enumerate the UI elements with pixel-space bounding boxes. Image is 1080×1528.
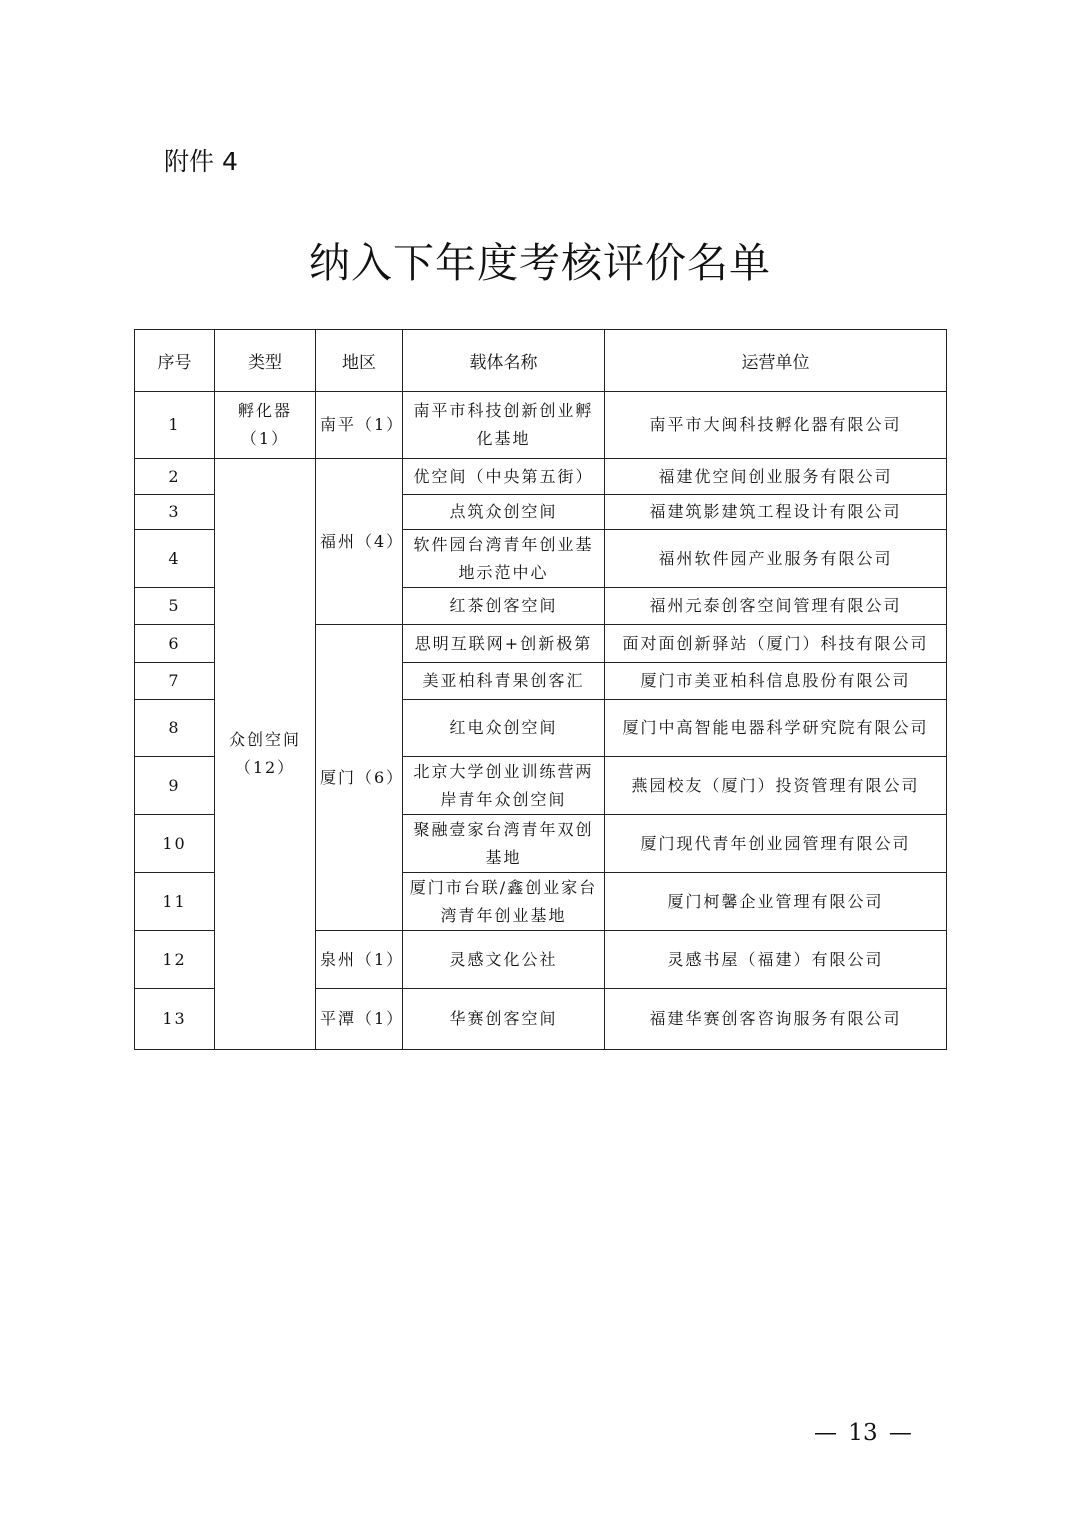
carrier-name: 优空间（中央第五街） bbox=[403, 459, 605, 495]
table-header-row bbox=[135, 330, 947, 392]
region-cell-pingtan: 平潭（1） bbox=[316, 989, 403, 1050]
row-index: 13 bbox=[135, 989, 215, 1050]
operator-name: 南平市大闽科技孵化器有限公司 bbox=[605, 392, 947, 459]
operator-name: 福建华赛创客咨询服务有限公司 bbox=[605, 989, 947, 1050]
attachment-label: 附件 4 bbox=[164, 147, 238, 176]
carrier-name: 点筑众创空间 bbox=[403, 495, 605, 530]
page-number: — 13 — bbox=[814, 1420, 912, 1446]
operator-name: 福州软件园产业服务有限公司 bbox=[605, 530, 947, 588]
operator-name: 厦门现代青年创业园管理有限公司 bbox=[605, 815, 947, 873]
carrier-name: 红电众创空间 bbox=[403, 700, 605, 757]
operator-name: 厦门市美亚柏科信息股份有限公司 bbox=[605, 663, 947, 700]
region-cell-xiamen: 厦门（6） bbox=[316, 625, 403, 931]
header-carrier-name: 载体名称 bbox=[403, 330, 605, 392]
header-region: 地区 bbox=[316, 330, 403, 392]
row-index: 10 bbox=[135, 815, 215, 873]
region-cell-nanping: 南平（1） bbox=[316, 392, 403, 459]
header-index: 序号 bbox=[135, 330, 215, 392]
row-index: 7 bbox=[135, 663, 215, 700]
carrier-name: 华赛创客空间 bbox=[403, 989, 605, 1050]
row-index: 2 bbox=[135, 459, 215, 495]
carrier-name: 聚融壹家台湾青年双创基地 bbox=[403, 815, 605, 873]
row-index: 8 bbox=[135, 700, 215, 757]
operator-name: 灵感书屋（福建）有限公司 bbox=[605, 931, 947, 989]
region-cell-quanzhou: 泉州（1） bbox=[316, 931, 403, 989]
operator-name: 厦门柯馨企业管理有限公司 bbox=[605, 873, 947, 931]
table-row bbox=[135, 459, 947, 495]
operator-name: 面对面创新驿站（厦门）科技有限公司 bbox=[605, 625, 947, 663]
row-index: 9 bbox=[135, 757, 215, 815]
row-index: 3 bbox=[135, 495, 215, 530]
operator-name: 福建优空间创业服务有限公司 bbox=[605, 459, 947, 495]
carrier-name: 红茶创客空间 bbox=[403, 588, 605, 625]
header-operator: 运营单位 bbox=[605, 330, 947, 392]
operator-name: 厦门中高智能电器科学研究院有限公司 bbox=[605, 700, 947, 757]
type-cell-maker-space: 众创空间（12） bbox=[215, 459, 316, 1050]
table-row bbox=[135, 392, 947, 459]
row-index: 5 bbox=[135, 588, 215, 625]
region-cell-fuzhou: 福州（4） bbox=[316, 459, 403, 625]
row-index: 11 bbox=[135, 873, 215, 931]
carrier-name: 软件园台湾青年创业基地示范中心 bbox=[403, 530, 605, 588]
carrier-name: 厦门市台联/鑫创业家台湾青年创业基地 bbox=[403, 873, 605, 931]
row-index: 1 bbox=[135, 392, 215, 459]
row-index: 4 bbox=[135, 530, 215, 588]
operator-name: 福建筑影建筑工程设计有限公司 bbox=[605, 495, 947, 530]
evaluation-list-table bbox=[134, 329, 947, 1050]
carrier-name: 南平市科技创新创业孵化基地 bbox=[403, 392, 605, 459]
carrier-name: 北京大学创业训练营两岸青年众创空间 bbox=[403, 757, 605, 815]
operator-name: 燕园校友（厦门）投资管理有限公司 bbox=[605, 757, 947, 815]
carrier-name: 灵感文化公社 bbox=[403, 931, 605, 989]
type-cell-incubator: 孵化器（1） bbox=[215, 392, 316, 459]
carrier-name: 思明互联网+创新极第 bbox=[403, 625, 605, 663]
header-type: 类型 bbox=[215, 330, 316, 392]
page-title: 纳入下年度考核评价名单 bbox=[309, 239, 771, 287]
row-index: 12 bbox=[135, 931, 215, 989]
operator-name: 福州元泰创客空间管理有限公司 bbox=[605, 588, 947, 625]
carrier-name: 美亚柏科青果创客汇 bbox=[403, 663, 605, 700]
row-index: 6 bbox=[135, 625, 215, 663]
